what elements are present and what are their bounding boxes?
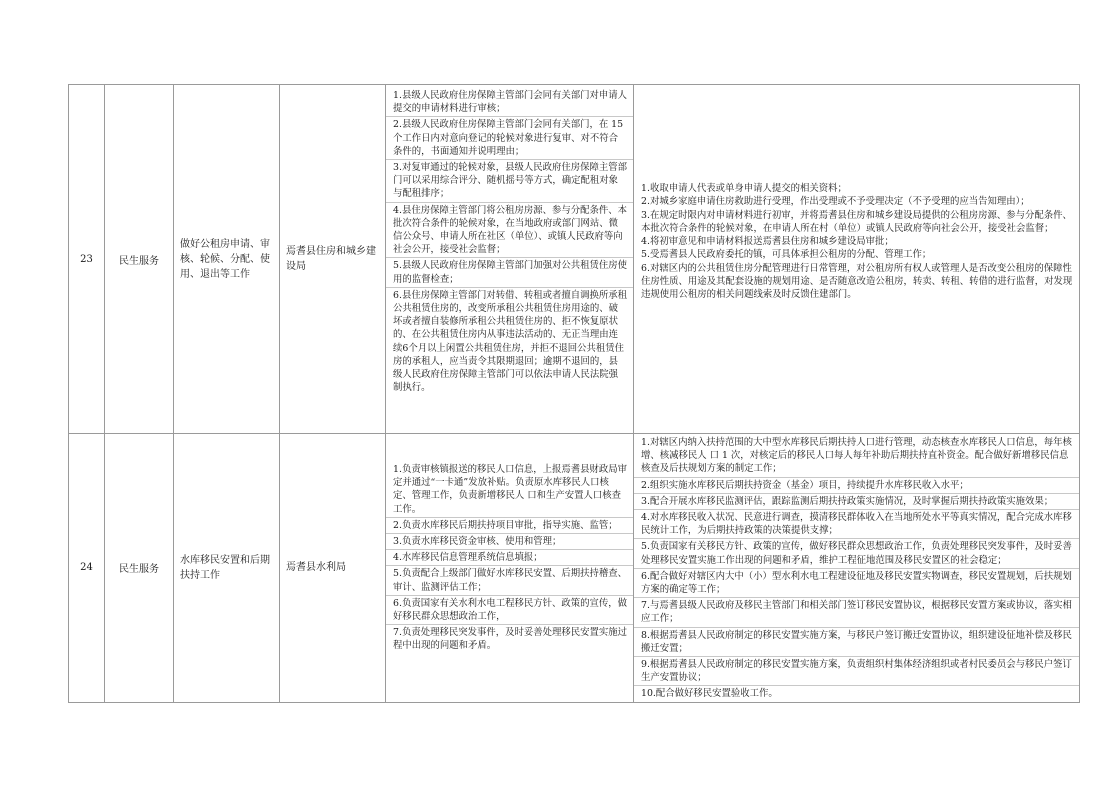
county-duty-item: 7.负责处理移民突发事件，及时妥善处理移民安置实施过程中出现的问题和矛盾。 [393,627,627,652]
town-duty-item: 8.根据焉耆县人民政府制定的移民安置实施方案，与移民户签订搬迁安置协议，组织建设征地补偿及移民搬迁安置； [634,628,1079,657]
county-duties-cell [386,434,634,703]
town-duties-list [634,85,1079,302]
table-row-23 [69,85,1080,434]
county-duty-item: 5.县级人民政府住房保障主管部门加强对公共租赁住房使用的监督检查； [386,258,633,287]
town-duty-item: 3.在规定时限内对申请材料进行初审，并将焉耆县住房和城乡建设局提供的公租房房源、参与分配条件、本批次符合条件的轮候对象，在申请人所在村（单位）或镇人民政府等向社会公开，接受社会监督； [641,209,1072,234]
county-duty-item: 2.负责水库移民后期扶持项目审批，指导实施、监管； [386,518,633,534]
row-number: 24 [69,434,105,703]
town-duty-item: 9.根据焉耆县人民政府制定的移民安置实施方案，负责组织村集体经济组织或者村民委员会与移民户签订生产安置协议； [634,657,1079,686]
town-duty-item: 2.组织实施水库移民后期扶持资金（基金）项目，持续提升水库移民收入水平； [634,478,1079,494]
responsibility-table [68,84,1080,703]
county-duty-item: 6.县住房保障主管部门对转借、转租或者擅自调换所承租公共租赁住房的，改变所承租公共租赁住房用途的、破坏或者擅自装修所承租公共租赁住房的、拒不恢复原状的、在公共租赁住房内从事违法活动的、无正当理由连续6个月以上闲置公共租赁住房，并拒不退回公共租赁住房的承租人，应当责令其限期退回；逾期不退回的，县级人民政府住房保障主管部门可以依法申请人民法院强制执行。 [393,289,627,394]
town-duty-item: 6.配合做好对辖区内大中（小）型水利水电工程建设征地及移民安置实物调查，移民安置规划，后扶规划方案的确定等工作； [634,569,1079,598]
row-item: 做好公租房申请、审核、轮候、分配、使用、退出等工作 [174,85,280,434]
county-duty-item: 5.负责配合上级部门做好水库移民安置、后期扶持稽查、审计、监测评估工作； [386,566,633,595]
town-duty-item: 1.对辖区内纳入扶持范围的大中型水库移民后期扶持人口进行管理，动态核查水库移民人口信息，每年核增、核减移民人 口 1 次，对核定后的移民人口每人每年补助后期扶持直补资金。配合做好新增移民信息核查及后扶规划方案的制定工作； [634,435,1079,478]
county-duties-cell [386,85,634,434]
county-duty-item: 3.对复审通过的轮候对象，县级人民政府住房保障主管部门可以采用综合评分、随机摇号等方式，确定配租对象与配租排序； [386,160,633,203]
town-duty-item: 5.负责国家有关移民方针、政策的宣传，做好移民群众思想政治工作，负责处理移民突发事件，及时妥善处理移民安置实施工作出现的问题和矛盾，维护工程征地范围及移民安置区的社会稳定； [634,539,1079,568]
county-duty-item: 4.水库移民信息管理系统信息填报； [386,550,633,566]
table-row-24 [69,434,1080,703]
town-duty-item: 2.对城乡家庭申请住房救助进行受理，作出受理或不予受理决定（不予受理的应当告知理由）； [641,196,1030,208]
town-duties-cell [634,434,1080,703]
row-number: 23 [69,85,105,434]
county-duty-item: 3.负责水库移民资金审核、使用和管理； [386,534,633,550]
town-duty-item: 7.与焉耆县级人民政府及移民主管部门和相关部门签订移民安置协议，根据移民安置方案或协议，落实相应工作； [634,598,1079,627]
row-category: 民生服务 [105,434,174,703]
town-duty-item: 6.对辖区内的公共租赁住房分配管理进行日常管理，对公租房所有权人或管理人是否改变公租房的保障性住房性质、用途及其配套设施的规划用途、是否随意改造公租房，转卖、转租、转借的进行监督，对发现违规使用公租房的相关问题线索及时反馈住建部门。 [641,262,1073,301]
town-duty-item: 1.收取申请人代表或单身申请人提交的相关资料； [641,183,847,194]
county-duty-item: 2.县级人民政府住房保障主管部门会同有关部门，在 15个工作日内对意向登记的轮候对象进行复审、对不符合条件的，书面通知并说明理由； [386,117,633,160]
town-duty-item: 4.将初审意见和申请材料报送焉耆县住房和城乡建设局审批； [641,236,894,248]
town-duties-cell [634,85,1080,434]
town-duty-item: 4.对水库移民收入状况、民意进行调查，摸清移民群体收入在当地所处水平等真实情况，配合完成水库移民统计工作，为后期扶持政策的决策提供支撑； [634,510,1079,539]
town-duty-item: 5.受焉耆县人民政府委托的镇，可具体承担公租房的分配、管理工作； [641,249,932,261]
town-duty-item: 3.配合开展水库移民监测评估，跟踪监测后期扶持政策实施情况，及时掌握后期扶持政策实施效果； [634,494,1079,510]
row-department: 焉耆县住房和城乡建设局 [280,85,386,434]
county-duty-item: 1.县级人民政府住房保障主管部门会同有关部门对申请人提交的申请材料进行审核； [386,88,633,117]
county-duty-item: 1.负责审核镇报送的移民人口信息，上报焉耆县财政局审定并通过“一卡通”发放补贴。负责原水库移民人口核定、管理工作，负责新增移民人 口和生产安置人口核查工作。 [386,462,633,518]
town-duty-item: 10.配合做好移民安置验收工作。 [641,688,778,700]
county-duty-item: 6.负责国家有关水利水电工程移民方针、政策的宣传，做好移民群众思想政治工作， [386,596,633,625]
row-category: 民生服务 [105,85,174,434]
row-department: 焉耆县水利局 [280,434,386,703]
town-duties-list [634,434,1079,702]
county-duties-list [386,85,633,395]
county-duty-item: 4.县住房保障主管部门将公租房房源、参与分配条件、本批次符合条件的轮候对象，在当地政府或部门网站、微信公众号、申请人所在社区（单位）、或镇人民政府等向社会公开，接受社会监督； [386,203,633,259]
row-item: 水库移民安置和后期扶持工作 [174,434,280,703]
county-duties-list [386,434,633,654]
